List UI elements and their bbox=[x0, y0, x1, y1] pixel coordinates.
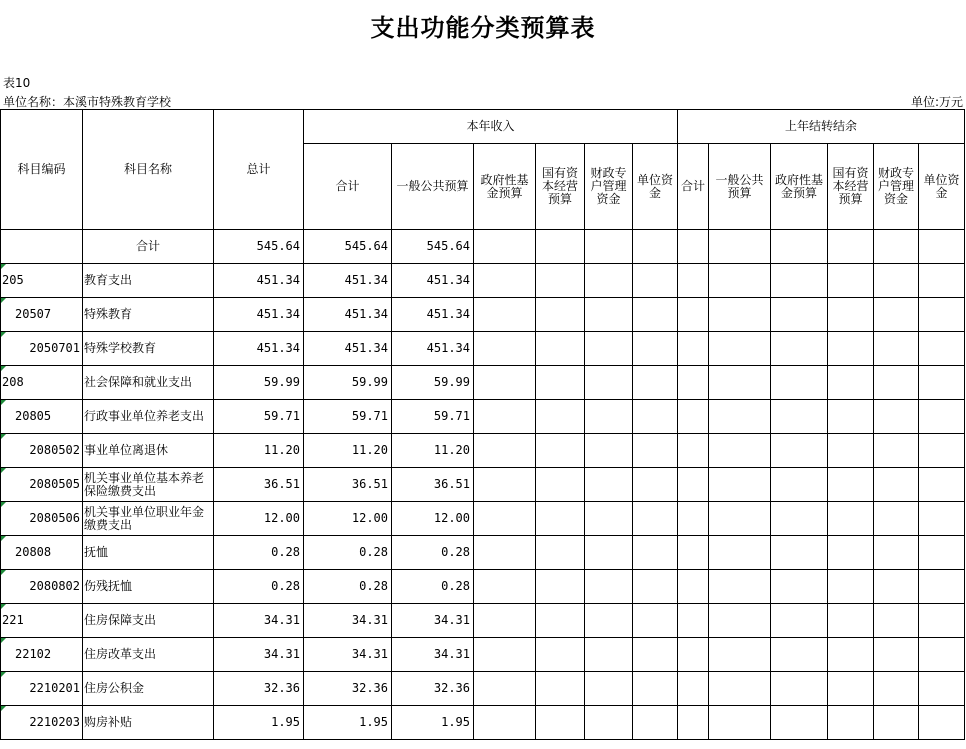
empty-cell bbox=[585, 570, 633, 604]
empty-cell bbox=[474, 502, 536, 536]
empty-cell bbox=[771, 672, 828, 706]
row-current-general: 0.28 bbox=[392, 536, 474, 570]
row-code bbox=[1, 230, 83, 264]
empty-cell bbox=[828, 502, 874, 536]
row-current-general: 59.71 bbox=[392, 400, 474, 434]
empty-cell bbox=[709, 434, 771, 468]
header-cy-fund: 政府性基金预算 bbox=[474, 144, 536, 230]
row-code: 2210201 bbox=[1, 672, 83, 706]
empty-cell bbox=[771, 298, 828, 332]
cell-marker-icon bbox=[1, 468, 6, 473]
empty-cell bbox=[474, 264, 536, 298]
empty-cell bbox=[874, 332, 919, 366]
cell-marker-icon bbox=[1, 672, 6, 677]
header-py-sum: 合计 bbox=[678, 144, 709, 230]
cell-marker-icon bbox=[1, 536, 6, 541]
row-name: 事业单位离退休 bbox=[83, 434, 214, 468]
table-row bbox=[1, 400, 965, 434]
empty-cell bbox=[536, 264, 585, 298]
empty-cell bbox=[771, 332, 828, 366]
empty-cell bbox=[771, 400, 828, 434]
empty-cell bbox=[709, 468, 771, 502]
row-current-sum: 0.28 bbox=[304, 536, 392, 570]
row-current-general: 545.64 bbox=[392, 230, 474, 264]
table-row bbox=[1, 468, 965, 502]
empty-cell bbox=[874, 604, 919, 638]
row-code: 2080502 bbox=[1, 434, 83, 468]
empty-cell bbox=[828, 366, 874, 400]
empty-cell bbox=[536, 638, 585, 672]
empty-cell bbox=[709, 604, 771, 638]
empty-cell bbox=[919, 366, 965, 400]
empty-cell bbox=[919, 536, 965, 570]
row-total: 12.00 bbox=[214, 502, 304, 536]
row-total: 451.34 bbox=[214, 298, 304, 332]
empty-cell bbox=[709, 672, 771, 706]
empty-cell bbox=[678, 298, 709, 332]
empty-cell bbox=[874, 536, 919, 570]
empty-cell bbox=[874, 468, 919, 502]
table-row bbox=[1, 672, 965, 706]
row-code: 2080802 bbox=[1, 570, 83, 604]
row-current-sum: 12.00 bbox=[304, 502, 392, 536]
empty-cell bbox=[585, 230, 633, 264]
cell-marker-icon bbox=[1, 366, 6, 371]
empty-cell bbox=[633, 332, 678, 366]
empty-cell bbox=[633, 638, 678, 672]
empty-cell bbox=[474, 400, 536, 434]
cell-marker-icon bbox=[1, 570, 6, 575]
empty-cell bbox=[474, 706, 536, 740]
header-name: 科目名称 bbox=[83, 110, 214, 230]
row-current-sum: 451.34 bbox=[304, 332, 392, 366]
row-total: 545.64 bbox=[214, 230, 304, 264]
header-cy-unit-funds: 单位资金 bbox=[633, 144, 678, 230]
empty-cell bbox=[633, 502, 678, 536]
row-name: 机关事业单位职业年金缴费支出 bbox=[83, 502, 214, 536]
empty-cell bbox=[828, 570, 874, 604]
empty-cell bbox=[771, 230, 828, 264]
empty-cell bbox=[474, 366, 536, 400]
table-row bbox=[1, 298, 965, 332]
row-current-sum: 32.36 bbox=[304, 672, 392, 706]
empty-cell bbox=[474, 230, 536, 264]
empty-cell bbox=[474, 570, 536, 604]
row-code: 2080506 bbox=[1, 502, 83, 536]
empty-cell bbox=[874, 366, 919, 400]
empty-cell bbox=[474, 298, 536, 332]
empty-cell bbox=[828, 264, 874, 298]
row-code: 20805 bbox=[1, 400, 83, 434]
empty-cell bbox=[585, 264, 633, 298]
header-py-special-account: 财政专户管理资金 bbox=[874, 144, 919, 230]
empty-cell bbox=[536, 434, 585, 468]
row-code: 20507 bbox=[1, 298, 83, 332]
empty-cell bbox=[919, 672, 965, 706]
empty-cell bbox=[536, 672, 585, 706]
empty-cell bbox=[536, 502, 585, 536]
row-code: 2210203 bbox=[1, 706, 83, 740]
empty-cell bbox=[874, 706, 919, 740]
header-py-general: 一般公共预算 bbox=[709, 144, 771, 230]
table-row bbox=[1, 230, 965, 264]
empty-cell bbox=[771, 570, 828, 604]
empty-cell bbox=[828, 468, 874, 502]
empty-cell bbox=[771, 434, 828, 468]
empty-cell bbox=[474, 536, 536, 570]
empty-cell bbox=[828, 706, 874, 740]
empty-cell bbox=[709, 332, 771, 366]
empty-cell bbox=[678, 706, 709, 740]
row-total: 59.71 bbox=[214, 400, 304, 434]
header-py-unit-funds: 单位资金 bbox=[919, 144, 965, 230]
unit-name: 单位名称：本溪市特殊教育学校 bbox=[3, 95, 172, 109]
empty-cell bbox=[919, 264, 965, 298]
empty-cell bbox=[536, 570, 585, 604]
row-name: 社会保障和就业支出 bbox=[83, 366, 214, 400]
cell-marker-icon bbox=[1, 264, 6, 269]
empty-cell bbox=[828, 332, 874, 366]
empty-cell bbox=[474, 638, 536, 672]
row-current-general: 36.51 bbox=[392, 468, 474, 502]
row-code: 208 bbox=[1, 366, 83, 400]
empty-cell bbox=[919, 332, 965, 366]
empty-cell bbox=[633, 434, 678, 468]
empty-cell bbox=[709, 502, 771, 536]
row-total: 1.95 bbox=[214, 706, 304, 740]
table-row bbox=[1, 332, 965, 366]
row-code: 2050701 bbox=[1, 332, 83, 366]
empty-cell bbox=[678, 366, 709, 400]
row-current-sum: 34.31 bbox=[304, 638, 392, 672]
empty-cell bbox=[474, 468, 536, 502]
empty-cell bbox=[771, 638, 828, 672]
empty-cell bbox=[536, 536, 585, 570]
row-current-sum: 36.51 bbox=[304, 468, 392, 502]
empty-cell bbox=[678, 672, 709, 706]
header-py-state-capital: 国有资本经营预算 bbox=[828, 144, 874, 230]
header-prior-year: 上年结转结余 bbox=[678, 110, 965, 144]
row-current-general: 451.34 bbox=[392, 298, 474, 332]
cell-marker-icon bbox=[1, 400, 6, 405]
header-py-fund: 政府性基金预算 bbox=[771, 144, 828, 230]
row-current-general: 1.95 bbox=[392, 706, 474, 740]
row-total: 0.28 bbox=[214, 536, 304, 570]
empty-cell bbox=[919, 604, 965, 638]
row-name: 合计 bbox=[83, 230, 214, 264]
table-number: 表10 bbox=[3, 76, 31, 90]
table-row bbox=[1, 536, 965, 570]
row-current-general: 451.34 bbox=[392, 332, 474, 366]
empty-cell bbox=[678, 638, 709, 672]
row-current-sum: 451.34 bbox=[304, 298, 392, 332]
empty-cell bbox=[633, 604, 678, 638]
empty-cell bbox=[828, 434, 874, 468]
empty-cell bbox=[919, 502, 965, 536]
empty-cell bbox=[919, 400, 965, 434]
empty-cell bbox=[828, 638, 874, 672]
cell-marker-icon bbox=[1, 434, 6, 439]
empty-cell bbox=[585, 434, 633, 468]
empty-cell bbox=[828, 672, 874, 706]
empty-cell bbox=[709, 298, 771, 332]
row-name: 住房改革支出 bbox=[83, 638, 214, 672]
empty-cell bbox=[536, 332, 585, 366]
row-code: 2080505 bbox=[1, 468, 83, 502]
empty-cell bbox=[474, 604, 536, 638]
row-current-general: 12.00 bbox=[392, 502, 474, 536]
header-cy-special-account: 财政专户管理资金 bbox=[585, 144, 633, 230]
header-total: 总计 bbox=[214, 110, 304, 230]
table-row bbox=[1, 604, 965, 638]
empty-cell bbox=[536, 468, 585, 502]
empty-cell bbox=[919, 434, 965, 468]
row-total: 59.99 bbox=[214, 366, 304, 400]
empty-cell bbox=[678, 536, 709, 570]
empty-cell bbox=[474, 672, 536, 706]
table-row bbox=[1, 366, 965, 400]
row-total: 451.34 bbox=[214, 264, 304, 298]
empty-cell bbox=[633, 264, 678, 298]
row-current-general: 0.28 bbox=[392, 570, 474, 604]
empty-cell bbox=[678, 604, 709, 638]
empty-cell bbox=[678, 332, 709, 366]
row-total: 36.51 bbox=[214, 468, 304, 502]
empty-cell bbox=[585, 298, 633, 332]
row-current-general: 34.31 bbox=[392, 604, 474, 638]
empty-cell bbox=[536, 604, 585, 638]
cell-marker-icon bbox=[1, 332, 6, 337]
empty-cell bbox=[633, 570, 678, 604]
empty-cell bbox=[709, 706, 771, 740]
empty-cell bbox=[709, 536, 771, 570]
row-name: 住房保障支出 bbox=[83, 604, 214, 638]
row-current-sum: 59.71 bbox=[304, 400, 392, 434]
empty-cell bbox=[536, 230, 585, 264]
empty-cell bbox=[874, 434, 919, 468]
row-name: 购房补贴 bbox=[83, 706, 214, 740]
empty-cell bbox=[585, 400, 633, 434]
header-cy-sum: 合计 bbox=[304, 144, 392, 230]
empty-cell bbox=[771, 604, 828, 638]
row-name: 住房公积金 bbox=[83, 672, 214, 706]
row-name: 特殊教育 bbox=[83, 298, 214, 332]
cell-marker-icon bbox=[1, 638, 6, 643]
budget-table bbox=[0, 109, 965, 740]
empty-cell bbox=[771, 468, 828, 502]
row-current-sum: 0.28 bbox=[304, 570, 392, 604]
row-total: 451.34 bbox=[214, 332, 304, 366]
empty-cell bbox=[678, 570, 709, 604]
empty-cell bbox=[536, 706, 585, 740]
row-current-general: 11.20 bbox=[392, 434, 474, 468]
empty-cell bbox=[874, 638, 919, 672]
empty-cell bbox=[709, 230, 771, 264]
table-row bbox=[1, 264, 965, 298]
row-name: 伤残抚恤 bbox=[83, 570, 214, 604]
row-name: 行政事业单位养老支出 bbox=[83, 400, 214, 434]
empty-cell bbox=[633, 706, 678, 740]
empty-cell bbox=[874, 672, 919, 706]
empty-cell bbox=[678, 502, 709, 536]
empty-cell bbox=[585, 638, 633, 672]
cell-marker-icon bbox=[1, 604, 6, 609]
empty-cell bbox=[828, 604, 874, 638]
empty-cell bbox=[633, 536, 678, 570]
row-current-sum: 34.31 bbox=[304, 604, 392, 638]
cell-marker-icon bbox=[1, 298, 6, 303]
table-row bbox=[1, 638, 965, 672]
row-name: 特殊学校教育 bbox=[83, 332, 214, 366]
table-row bbox=[1, 706, 965, 740]
empty-cell bbox=[709, 570, 771, 604]
row-code: 221 bbox=[1, 604, 83, 638]
unit-label: 单位:万元 bbox=[910, 95, 963, 109]
empty-cell bbox=[585, 706, 633, 740]
cell-marker-icon bbox=[1, 502, 6, 507]
header-code: 科目编码 bbox=[1, 110, 83, 230]
empty-cell bbox=[709, 264, 771, 298]
row-total: 11.20 bbox=[214, 434, 304, 468]
empty-cell bbox=[585, 502, 633, 536]
empty-cell bbox=[474, 434, 536, 468]
empty-cell bbox=[536, 400, 585, 434]
row-current-sum: 59.99 bbox=[304, 366, 392, 400]
empty-cell bbox=[633, 298, 678, 332]
empty-cell bbox=[874, 502, 919, 536]
empty-cell bbox=[828, 298, 874, 332]
row-current-general: 34.31 bbox=[392, 638, 474, 672]
row-current-sum: 451.34 bbox=[304, 264, 392, 298]
empty-cell bbox=[678, 434, 709, 468]
row-code: 205 bbox=[1, 264, 83, 298]
empty-cell bbox=[919, 706, 965, 740]
empty-cell bbox=[585, 468, 633, 502]
empty-cell bbox=[874, 298, 919, 332]
empty-cell bbox=[919, 468, 965, 502]
page-title: 支出功能分类预算表 bbox=[370, 13, 596, 42]
empty-cell bbox=[474, 332, 536, 366]
row-current-general: 59.99 bbox=[392, 366, 474, 400]
empty-cell bbox=[633, 366, 678, 400]
empty-cell bbox=[633, 468, 678, 502]
empty-cell bbox=[536, 298, 585, 332]
row-total: 32.36 bbox=[214, 672, 304, 706]
empty-cell bbox=[771, 536, 828, 570]
empty-cell bbox=[874, 400, 919, 434]
cell-marker-icon bbox=[1, 706, 6, 711]
empty-cell bbox=[919, 638, 965, 672]
empty-cell bbox=[633, 230, 678, 264]
empty-cell bbox=[585, 332, 633, 366]
empty-cell bbox=[919, 570, 965, 604]
row-code: 22102 bbox=[1, 638, 83, 672]
empty-cell bbox=[585, 604, 633, 638]
empty-cell bbox=[633, 400, 678, 434]
row-current-general: 32.36 bbox=[392, 672, 474, 706]
empty-cell bbox=[536, 366, 585, 400]
empty-cell bbox=[828, 400, 874, 434]
row-current-sum: 1.95 bbox=[304, 706, 392, 740]
row-name: 教育支出 bbox=[83, 264, 214, 298]
table-row bbox=[1, 502, 965, 536]
empty-cell bbox=[585, 672, 633, 706]
row-name: 抚恤 bbox=[83, 536, 214, 570]
header-cy-general: 一般公共预算 bbox=[392, 144, 474, 230]
empty-cell bbox=[678, 468, 709, 502]
empty-cell bbox=[678, 400, 709, 434]
row-total: 34.31 bbox=[214, 604, 304, 638]
empty-cell bbox=[585, 366, 633, 400]
empty-cell bbox=[771, 366, 828, 400]
empty-cell bbox=[874, 570, 919, 604]
empty-cell bbox=[874, 264, 919, 298]
row-code: 20808 bbox=[1, 536, 83, 570]
empty-cell bbox=[919, 298, 965, 332]
row-current-sum: 11.20 bbox=[304, 434, 392, 468]
header-current-year: 本年收入 bbox=[304, 110, 678, 144]
row-name: 机关事业单位基本养老保险缴费支出 bbox=[83, 468, 214, 502]
empty-cell bbox=[633, 672, 678, 706]
empty-cell bbox=[678, 264, 709, 298]
empty-cell bbox=[919, 230, 965, 264]
empty-cell bbox=[771, 502, 828, 536]
empty-cell bbox=[771, 264, 828, 298]
row-current-sum: 545.64 bbox=[304, 230, 392, 264]
row-current-general: 451.34 bbox=[392, 264, 474, 298]
empty-cell bbox=[678, 230, 709, 264]
row-total: 34.31 bbox=[214, 638, 304, 672]
empty-cell bbox=[828, 230, 874, 264]
empty-cell bbox=[709, 400, 771, 434]
empty-cell bbox=[585, 536, 633, 570]
empty-cell bbox=[771, 706, 828, 740]
empty-cell bbox=[874, 230, 919, 264]
empty-cell bbox=[709, 638, 771, 672]
empty-cell bbox=[828, 536, 874, 570]
table-row bbox=[1, 570, 965, 604]
empty-cell bbox=[709, 366, 771, 400]
row-total: 0.28 bbox=[214, 570, 304, 604]
table-row bbox=[1, 434, 965, 468]
header-cy-state-capital: 国有资本经营预算 bbox=[536, 144, 585, 230]
